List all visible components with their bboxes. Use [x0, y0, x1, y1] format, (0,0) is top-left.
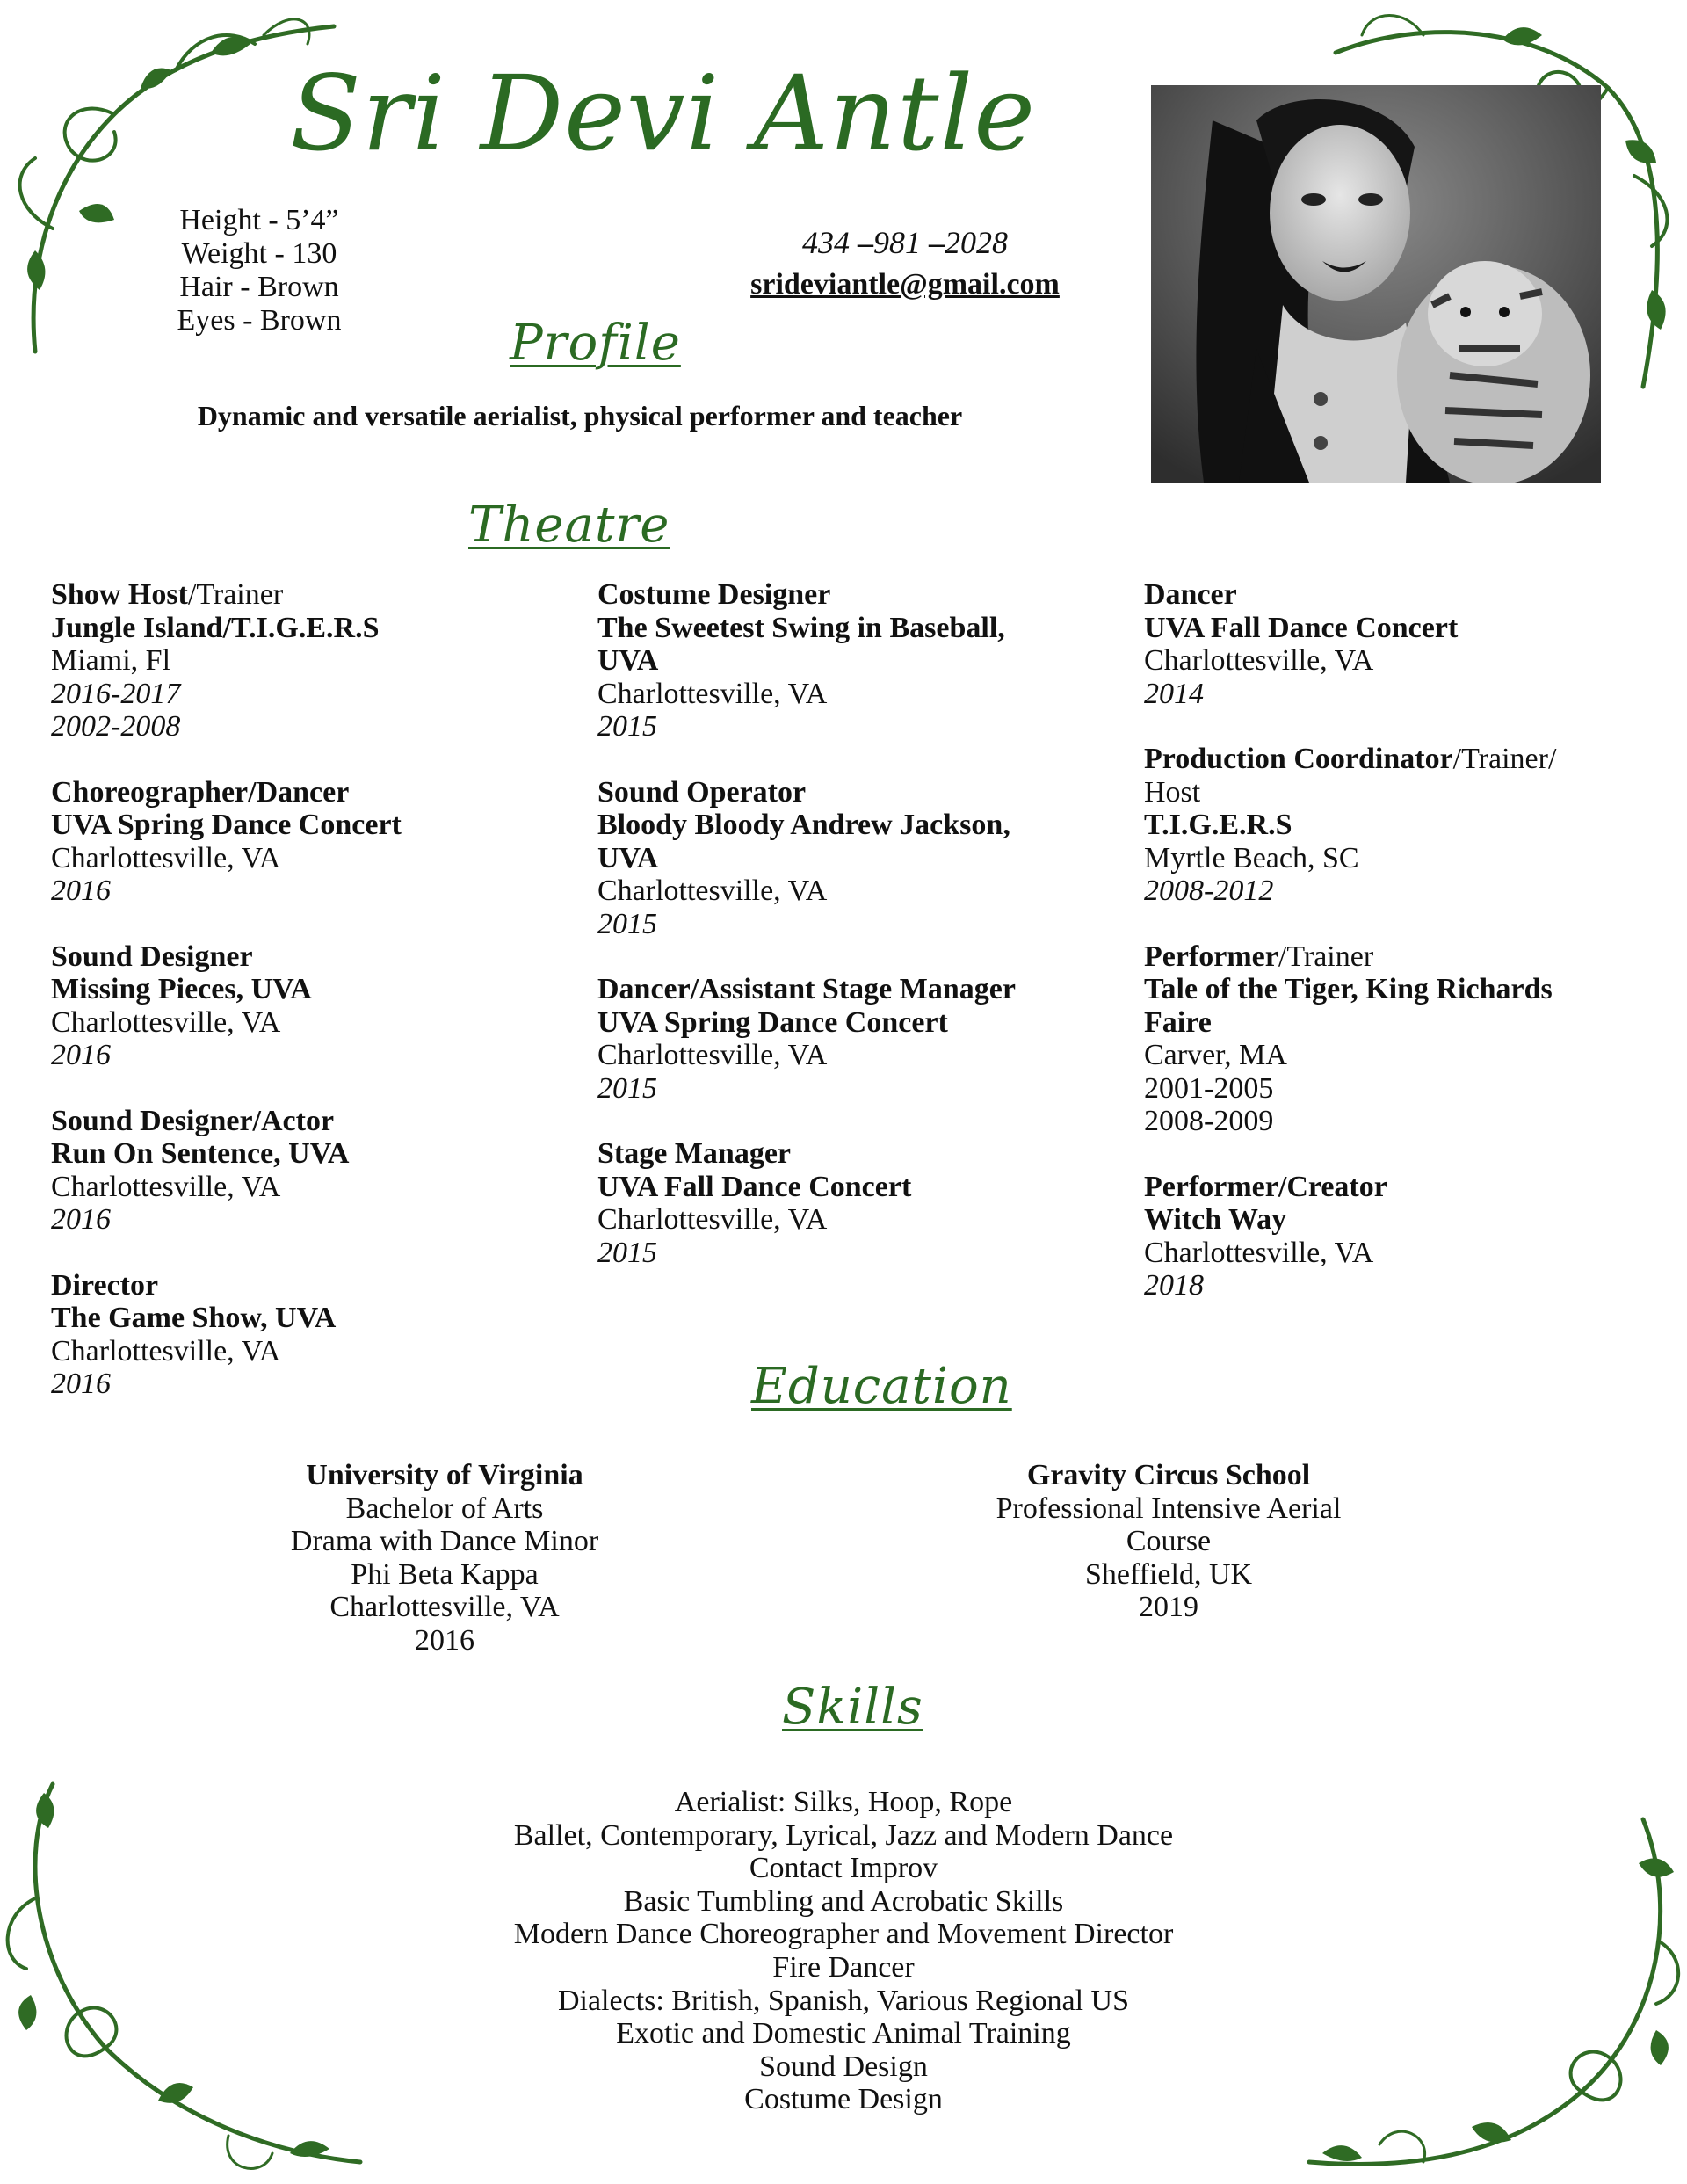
stat-hair: Hair - Brown [179, 271, 339, 303]
heading-theatre: Theatre [468, 497, 670, 554]
skill-item: Exotic and Domestic Animal Training [616, 2017, 1071, 2050]
skill-item: Ballet, Contemporary, Lyrical, Jazz and Modern Dance [513, 1818, 1174, 1852]
phone-number[interactable]: 434 –981 –2028 [802, 225, 1008, 260]
skill-item: Sound Design [759, 2050, 928, 2083]
theatre-entry: Show Host/Trainer Jungle Island/T.I.G.E.R.S Miami, Fl 2016-2017 2002-2008 [51, 578, 380, 743]
theatre-entry: Costume Designer The Sweetest Swing in Baseball, UVA Charlottesville, VA 2015 [597, 578, 1005, 743]
stat-weight: Weight - 130 [181, 237, 337, 270]
theatre-entry: Production Coordinator/Trainer/ Host T.I.G.E.R.S Myrtle Beach, SC 2008-2012 [1144, 743, 1557, 907]
skill-item: Basic Tumbling and Acrobatic Skills [623, 1884, 1064, 1918]
theatre-entry: Sound Designer/Actor Run On Sentence, UVA Charlottesville, VA 2016 [51, 1104, 350, 1236]
theatre-entry: Sound Operator Bloody Bloody Andrew Jackson, UVA Charlottesville, VA 2015 [597, 775, 1010, 940]
theatre-entry: Choreographer/Dancer UVA Spring Dance Concert Charlottesville, VA 2016 [51, 775, 402, 907]
skill-item: Costume Design [744, 2083, 943, 2116]
vine-ornament-bottom-right [1292, 1802, 1687, 2184]
theatre-entry: Stage Manager UVA Fall Dance Concert Charlottesville, VA 2015 [597, 1137, 912, 1269]
theatre-entry: Dancer/Assistant Stage Manager UVA Spring Dance Concert Charlottesville, VA 2015 [597, 973, 1016, 1105]
profile-tagline: Dynamic and versatile aerialist, physical performer and teacher [197, 400, 963, 432]
theatre-entry: Performer/Trainer Tale of the Tiger, King Richards Faire Carver, MA 2001-2005 2008-2009 [1144, 940, 1553, 1137]
headshot-photo [1151, 85, 1601, 483]
theatre-entry: Dancer UVA Fall Dance Concert Charlottesville, VA 2014 [1144, 578, 1459, 710]
resume-name: Sri Devi Antle [290, 53, 1037, 174]
heading-education: Education [751, 1358, 1012, 1415]
theatre-column-3 [1144, 578, 1654, 1335]
theatre-entry: Sound Designer Missing Pieces, UVA Charlottesville, VA 2016 [51, 940, 312, 1071]
theatre-column-1 [51, 578, 561, 1433]
skill-item: Dialects: British, Spanish, Various Regional US [557, 1984, 1130, 2017]
vine-ornament-bottom-left [0, 1767, 369, 2184]
theatre-column-2 [597, 578, 1107, 1302]
skill-item: Contact Improv [749, 1852, 938, 1885]
stat-eyes: Eyes - Brown [177, 304, 342, 337]
heading-profile: Profile [510, 315, 681, 372]
skills-list [360, 1786, 1327, 2116]
education-entry-gravity: Gravity Circus School Professional Intensive Aerial Course Sheffield, UK 2019 [996, 1459, 1342, 1623]
theatre-entry: Performer/Creator Witch Way Charlottesville, VA 2018 [1144, 1170, 1387, 1302]
headshot-image [1151, 85, 1601, 483]
contact-info [668, 224, 1142, 301]
theatre-entry: Director The Game Show, UVA Charlottesville, VA 2016 [51, 1268, 337, 1400]
email-link[interactable]: srideviantle@gmail.com [750, 268, 1060, 301]
physical-stats [132, 204, 387, 337]
heading-skills: Skills [782, 1679, 923, 1736]
skill-item: Aerialist: Silks, Hoop, Rope [674, 1786, 1013, 1818]
education-entry-uva: University of Virginia Bachelor of Arts Drama with Dance Minor Phi Beta Kappa Charlottesville, VA 2016 [290, 1459, 599, 1657]
stat-height: Height - 5’4” [179, 204, 339, 236]
skill-item: Modern Dance Choreographer and Movement Director [513, 1918, 1174, 1951]
skill-item: Fire Dancer [772, 1950, 915, 1984]
